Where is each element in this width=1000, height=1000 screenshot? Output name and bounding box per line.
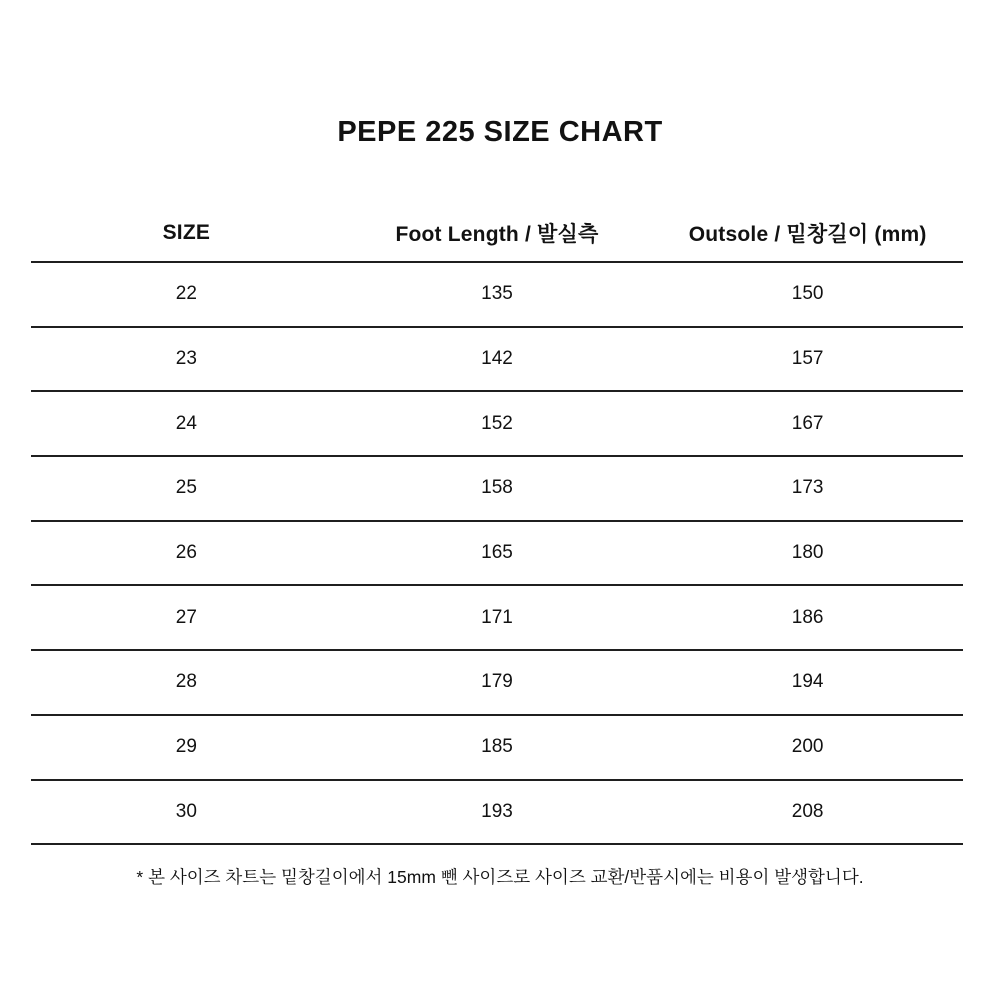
table-cell: 22 (31, 262, 342, 327)
column-header-outsole: Outsole / 밑창길이 (mm) (652, 205, 963, 262)
table-cell: 200 (652, 715, 963, 780)
table-cell: 185 (342, 715, 653, 780)
table-cell: 28 (31, 650, 342, 715)
table-cell: 186 (652, 585, 963, 650)
table-cell: 24 (31, 391, 342, 456)
table-row (31, 391, 963, 456)
table-cell: 135 (342, 262, 653, 327)
table-cell: 180 (652, 521, 963, 586)
table-row (31, 585, 963, 650)
table-cell: 150 (652, 262, 963, 327)
table-row (31, 650, 963, 715)
table-header-row (31, 205, 963, 262)
table-row (31, 521, 963, 586)
table-row (31, 327, 963, 392)
table-cell: 29 (31, 715, 342, 780)
table-cell: 30 (31, 780, 342, 845)
table-row (31, 262, 963, 327)
table-cell: 165 (342, 521, 653, 586)
table-cell: 194 (652, 650, 963, 715)
table-cell: 173 (652, 456, 963, 521)
size-chart-table (31, 205, 963, 845)
table-body (31, 262, 963, 844)
table-cell: 158 (342, 456, 653, 521)
table-row (31, 780, 963, 845)
table-row (31, 456, 963, 521)
footnote: * 본 사이즈 차트는 밑창길이에서 15mm 뺀 사이즈로 사이즈 교환/반품시에는 비용이 발생합니다. (136, 867, 864, 887)
column-header-size: SIZE (31, 205, 342, 262)
table-cell: 167 (652, 391, 963, 456)
table-cell: 26 (31, 521, 342, 586)
table-cell: 171 (342, 585, 653, 650)
table-cell: 208 (652, 780, 963, 845)
table-cell: 25 (31, 456, 342, 521)
table-cell: 142 (342, 327, 653, 392)
table-cell: 193 (342, 780, 653, 845)
table-cell: 157 (652, 327, 963, 392)
column-header-foot-length: Foot Length / 발실측 (342, 205, 653, 262)
table-cell: 152 (342, 391, 653, 456)
table-header (31, 205, 963, 262)
page-title: PEPE 225 SIZE CHART (337, 116, 663, 148)
table-row (31, 715, 963, 780)
table-cell: 179 (342, 650, 653, 715)
table-cell: 27 (31, 585, 342, 650)
table-cell: 23 (31, 327, 342, 392)
